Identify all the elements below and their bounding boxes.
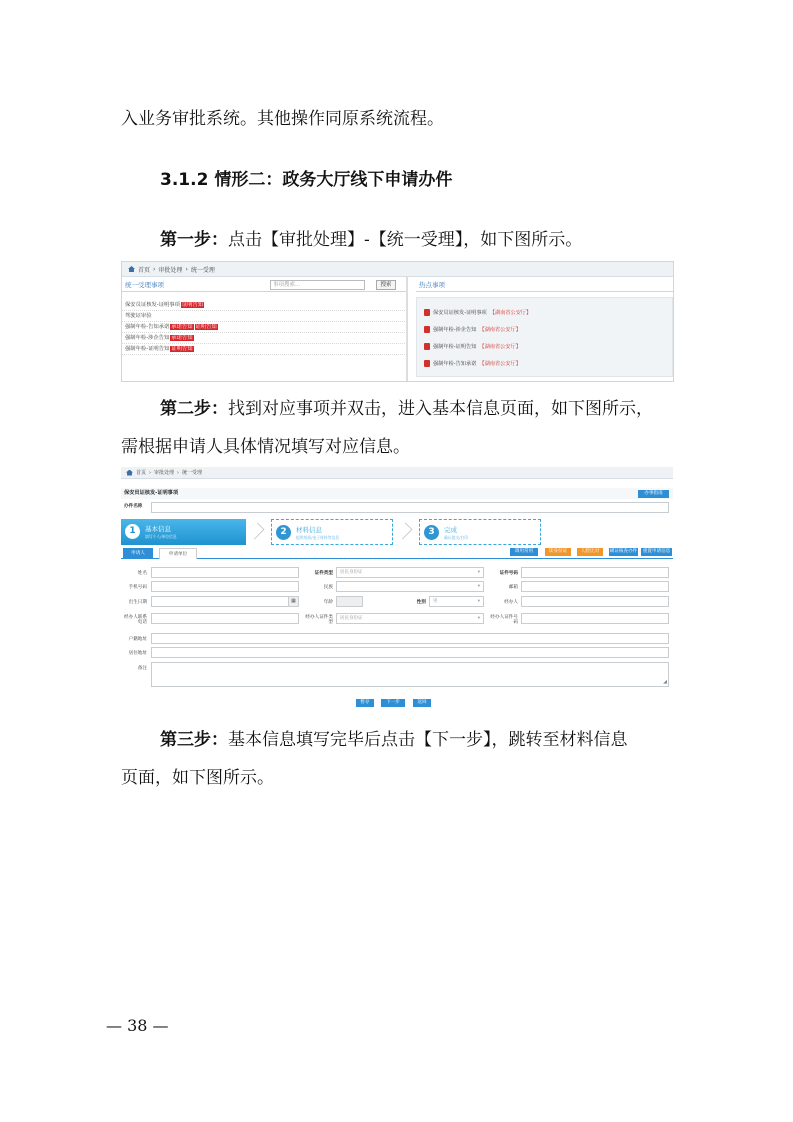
- agent-phone-label: 经办人联系电话: [124, 615, 147, 625]
- remark-label: 备注: [137, 666, 147, 671]
- household-address-input[interactable]: [151, 633, 669, 644]
- step-materials[interactable]: [271, 519, 393, 545]
- caret-down-icon: ▾: [477, 616, 480, 621]
- item-label: 强制年检-证明告知: [125, 346, 170, 352]
- agent-id-type-label: 经办人证件类型: [305, 615, 333, 625]
- scrollbar[interactable]: [406, 276, 408, 381]
- status-badge: 承诺告知: [171, 335, 193, 341]
- panel-title: 统一受理事项: [122, 278, 407, 292]
- agent-id-type-select[interactable]: [336, 613, 484, 624]
- page-number: — 38 —: [106, 1016, 169, 1035]
- agent-id-number-label: 经办人证件号码: [490, 615, 518, 625]
- dept-label: 【湖南省公安厅】: [479, 360, 521, 367]
- agent-label: 经办人: [504, 600, 518, 605]
- step1-text: 点击【审批处理】-【统一受理】，如下图所示。: [228, 230, 583, 250]
- email-input[interactable]: [521, 581, 669, 592]
- breadcrumb-sep: ›: [153, 265, 156, 273]
- step-title: 材料信息: [296, 526, 322, 534]
- section-heading: 3.1.2 情形二：政务大厅线下申请办件: [160, 170, 453, 190]
- call-common-button[interactable]: 调用常用: [510, 548, 538, 556]
- paragraph-line1: 入业务审批系统。其他操作同原系统流程。: [121, 109, 444, 129]
- breadcrumb-home[interactable]: 首页: [138, 266, 151, 274]
- pdf-icon: [424, 343, 430, 350]
- step-number: 2: [276, 525, 291, 540]
- breadcrumb-approval[interactable]: 审批处理: [158, 266, 183, 274]
- gender-value: 男: [433, 599, 438, 604]
- breadcrumb-unified[interactable]: 统一受理: [182, 470, 203, 476]
- search-button[interactable]: 搜索: [376, 280, 396, 290]
- agent-input[interactable]: [521, 596, 669, 607]
- item-label: 强制年检-涉企告知: [433, 326, 477, 333]
- dept-label: 【湖南省公安厅】: [489, 309, 532, 316]
- next-step-button[interactable]: 下一步: [381, 699, 405, 707]
- phone-input[interactable]: [151, 581, 299, 592]
- breadcrumb: [121, 467, 673, 479]
- home-icon[interactable]: [128, 266, 135, 272]
- step-number: 1: [125, 524, 140, 539]
- phone-label: 手机号码: [128, 585, 147, 590]
- agent-id-type-value: 居民身份证: [340, 616, 363, 621]
- step1-paragraph: [160, 230, 712, 250]
- breadcrumb-sep: ›: [177, 469, 180, 476]
- age-label: 年龄: [323, 600, 333, 605]
- step2-paragraph: [160, 399, 712, 419]
- status-badge: 证明告知: [195, 324, 217, 330]
- step-subtitle: 提供纸质/电子材料等信息: [296, 535, 340, 540]
- breadcrumb-home[interactable]: 首页: [136, 470, 147, 476]
- household-address-label: 户籍地址: [128, 637, 147, 642]
- breadcrumb-approval[interactable]: 审批处理: [154, 470, 175, 476]
- matter-list: [122, 300, 407, 355]
- step-subtitle: 确认提交/打印: [444, 535, 469, 540]
- pdf-icon: [424, 326, 430, 333]
- list-item[interactable]: [122, 322, 407, 333]
- birth-input[interactable]: [151, 596, 299, 607]
- status-badge: 证明告知: [171, 346, 193, 352]
- step-indicator: [121, 519, 673, 545]
- gender-select[interactable]: [429, 596, 484, 607]
- face-compare-button[interactable]: 人脸比对: [577, 548, 603, 556]
- chevron-right-icon: [396, 523, 413, 540]
- name-label: 姓名: [137, 571, 147, 576]
- step2-line2: 需根据申请人具体情况填写对应信息。: [121, 437, 410, 457]
- id-number-label: 证件号码: [499, 571, 518, 576]
- case-name-row: [121, 501, 673, 515]
- step-title: 基本信息: [145, 525, 171, 533]
- list-item[interactable]: [122, 344, 407, 355]
- list-item[interactable]: [417, 304, 672, 321]
- item-label: 驾驶证审验: [125, 313, 152, 319]
- list-item[interactable]: [122, 300, 407, 311]
- step3-line2: 页面，如下图所示。: [121, 768, 274, 788]
- screenshot-basic-info: [121, 467, 673, 714]
- case-name-label: 办件名称: [124, 504, 143, 509]
- breadcrumb: [122, 262, 673, 277]
- gender-label: 性别: [416, 600, 426, 605]
- guide-button[interactable]: 办事指南: [638, 490, 669, 498]
- case-name-input[interactable]: [151, 502, 669, 513]
- item-label: 强制年检-证明告知: [433, 343, 477, 350]
- step-complete[interactable]: [419, 519, 541, 545]
- search-input[interactable]: 事项搜索...: [270, 280, 365, 290]
- breadcrumb-unified[interactable]: 统一受理: [190, 266, 215, 274]
- id-type-label: 证件类型: [314, 571, 333, 576]
- step-subtitle: 填写个人/单位信息: [145, 534, 177, 539]
- resize-handle-icon[interactable]: ◢: [663, 679, 667, 685]
- caret-down-icon: ▾: [477, 584, 480, 589]
- pdf-icon: [424, 309, 430, 316]
- status-badge: 证明告知: [181, 302, 204, 308]
- list-item[interactable]: [417, 321, 672, 338]
- item-label: 强制年检-告知承诺: [433, 360, 477, 367]
- id-type-select[interactable]: [336, 567, 484, 578]
- read-id-card-button[interactable]: 读身份证: [545, 548, 571, 556]
- dept-label: 【湖南省公安厅】: [479, 343, 521, 350]
- birth-label: 出生日期: [128, 600, 147, 605]
- calendar-icon[interactable]: ▦: [288, 597, 298, 606]
- agent-id-number-input[interactable]: [521, 613, 669, 624]
- caret-down-icon: ▾: [477, 570, 480, 575]
- matter-title: 保安员证核发-证明事项: [121, 488, 673, 499]
- panel-title: 热点事项: [416, 278, 673, 292]
- pdf-icon: [424, 360, 430, 367]
- home-icon[interactable]: [126, 470, 133, 476]
- list-item[interactable]: [122, 311, 407, 322]
- caret-down-icon: ▾: [477, 599, 480, 604]
- item-label: 强制年检-涉企告知: [125, 335, 170, 341]
- hot-matters-panel: [416, 278, 673, 381]
- residence-address-label: 居住地址: [128, 651, 147, 656]
- item-label: 保安员证核发-证明事项: [433, 309, 487, 316]
- reset-info-button[interactable]: 重置申请信息: [642, 549, 671, 554]
- step1-label: 第一步：: [160, 230, 228, 250]
- id-type-value: 居民身份证: [340, 570, 363, 575]
- chevron-right-icon: [248, 523, 265, 540]
- list-item[interactable]: [417, 338, 672, 355]
- step2-label: 第二步：: [160, 399, 228, 419]
- nationality-select[interactable]: [336, 581, 484, 592]
- status-badge: 承诺告知: [171, 324, 193, 330]
- item-label: 强制年检-告知承诺: [125, 324, 170, 330]
- step-number: 3: [424, 525, 439, 540]
- remark-textarea[interactable]: [151, 662, 669, 687]
- id-number-input[interactable]: [521, 567, 669, 578]
- back-button[interactable]: 返回: [413, 699, 431, 707]
- screenshot-unified-acceptance: [121, 261, 674, 382]
- name-input[interactable]: [151, 567, 299, 578]
- nationality-label: 民族: [323, 585, 333, 590]
- matter-list-panel: [122, 278, 407, 381]
- save-draft-button[interactable]: 暂存: [356, 699, 374, 707]
- card-check-button[interactable]: 刷证核查办件: [609, 549, 638, 554]
- hot-list: [416, 297, 673, 377]
- step2-text: 找到对应事项并双击，进入基本信息页面，如下图所示，: [228, 399, 653, 419]
- list-item[interactable]: [122, 333, 407, 344]
- dept-label: 【湖南省公安厅】: [479, 326, 521, 333]
- breadcrumb-sep: ›: [149, 469, 152, 476]
- step3-label: 第三步：: [160, 730, 228, 750]
- agent-phone-input[interactable]: [151, 613, 299, 624]
- breadcrumb-sep: ›: [185, 265, 188, 273]
- age-input: [336, 596, 363, 607]
- step3-paragraph: [160, 730, 712, 750]
- tab-applicant-unit[interactable]: 申请单位: [159, 548, 197, 559]
- email-label: 邮箱: [508, 585, 518, 590]
- residence-address-input[interactable]: [151, 647, 669, 658]
- tab-applicant[interactable]: 申请人: [123, 548, 153, 559]
- step-basic-info[interactable]: [121, 519, 246, 545]
- list-item[interactable]: [417, 355, 672, 372]
- item-label: 保安员证核发-证明事项: [125, 302, 180, 308]
- step3-text: 基本信息填写完毕后点击【下一步】，跳转至材料信息: [228, 730, 628, 750]
- step-title: 完成: [444, 526, 457, 534]
